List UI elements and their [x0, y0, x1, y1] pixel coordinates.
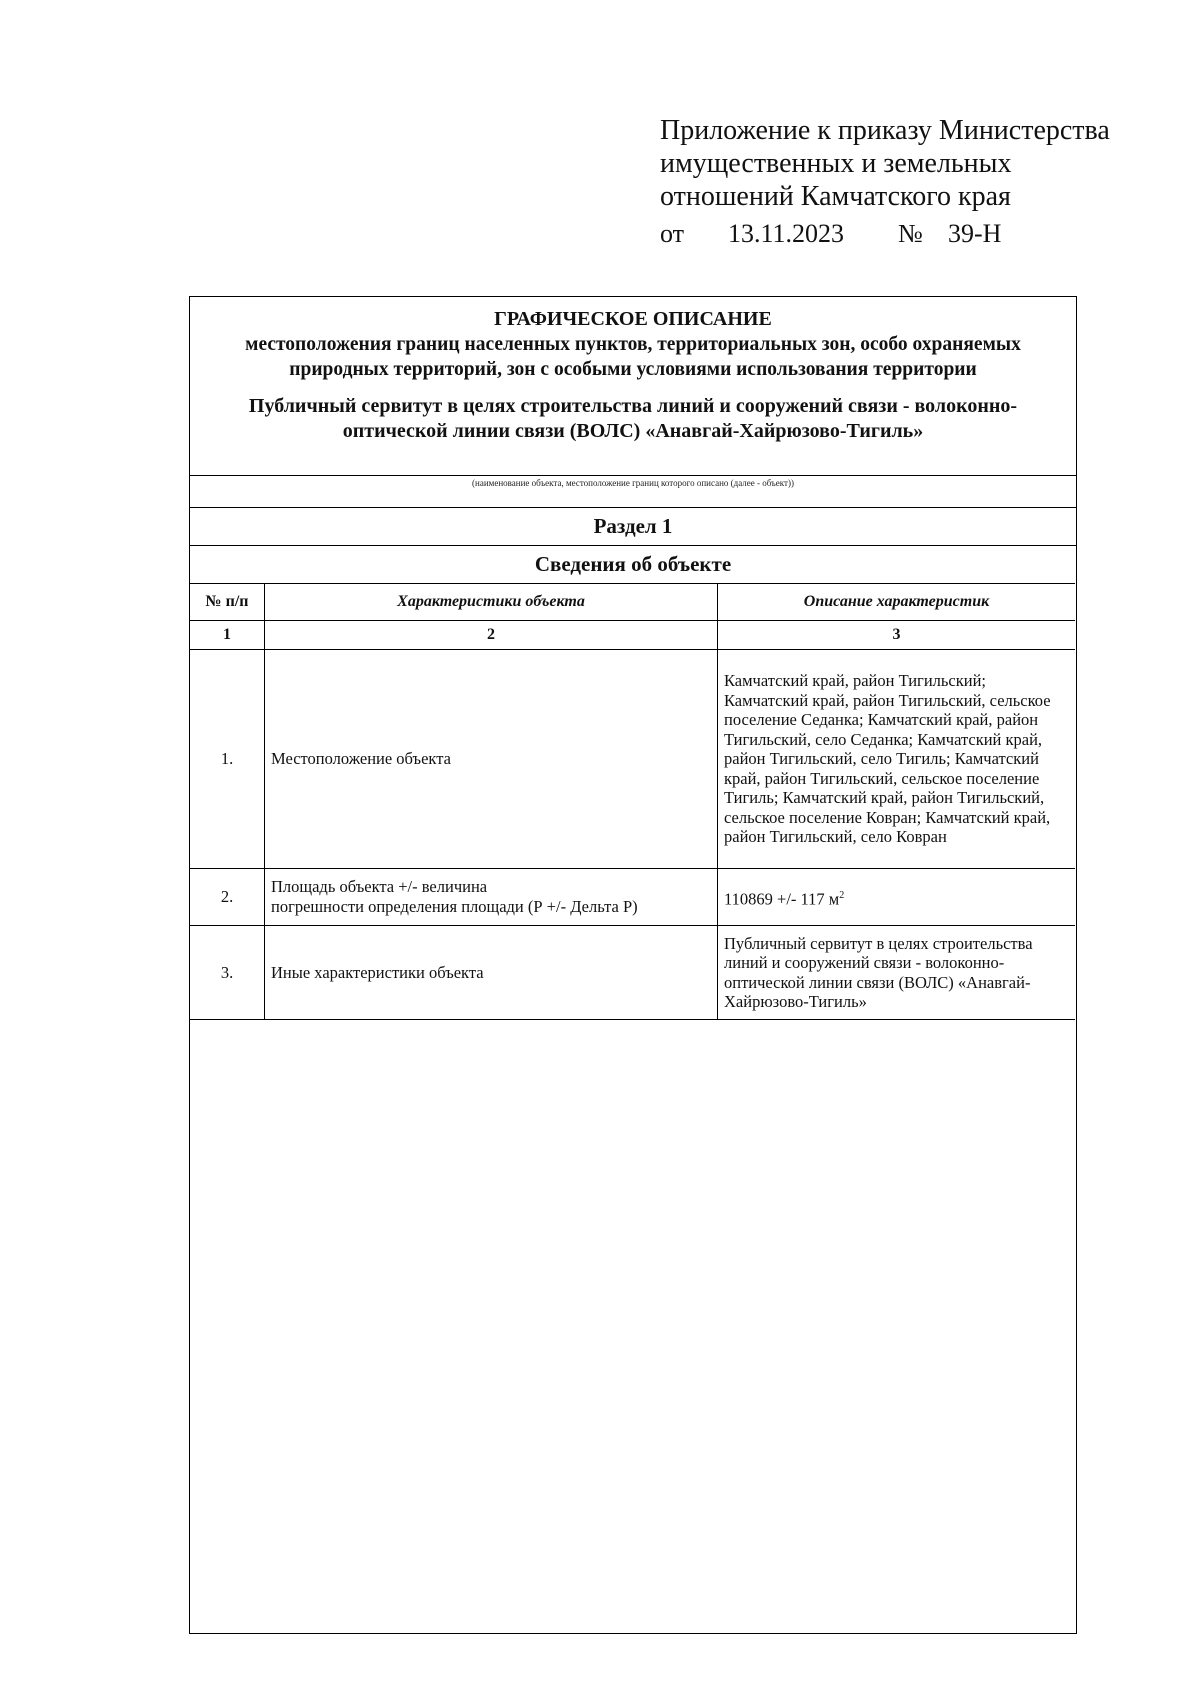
table-row	[190, 650, 1075, 869]
row-characteristic: Иные характеристики объекта	[265, 926, 718, 1020]
object-name: Публичный сервитут в целях строительства линий и сооружений связи - волоконно-оптической линии связи (ВОЛС) «Анавгай-Хайрюзово-Тигиль»	[248, 395, 1018, 442]
order-reference	[660, 217, 1180, 250]
order-date: 13.11.2023	[728, 219, 845, 248]
header-cell-number: № п/п	[190, 584, 265, 621]
row-number: 1.	[190, 650, 265, 869]
row-number: 3.	[190, 926, 265, 1020]
header-cell-description: Описание характеристик	[718, 584, 1076, 621]
row-description: Камчатский край, район Тигильский; Камчатский край, район Тигильский, сельское поселение Седанка; Камчатский край, район Тигильский, село Седанка; Камчатский край, район Тигильский, село Тигиль; Камчатский край, район Тигильский, сельское поселение Тигиль; Камчатский край, район Тигильский, сельское поселение Ковран; Камчатский край, район Тигильский, село Ковран	[718, 650, 1076, 869]
appendix-block	[660, 114, 1180, 250]
row-characteristic: Местоположение объекта	[265, 650, 718, 869]
column-number-3: 3	[718, 621, 1076, 650]
document-title: ГРАФИЧЕСКОЕ ОПИСАНИЕ	[494, 308, 772, 330]
row-characteristic-line-1: Площадь объекта +/- величина	[271, 877, 488, 896]
table-row	[190, 869, 1075, 926]
document-frame	[189, 296, 1077, 1634]
row-description: Публичный сервитут в целях строительства линий и сооружений связи - волоконно-оптической линии связи (ВОЛС) «Анавгай-Хайрюзово-Тигиль»	[718, 926, 1076, 1020]
header-divider	[190, 475, 1076, 476]
order-number: 39-Н	[948, 219, 1002, 248]
order-from-label: от	[660, 219, 685, 248]
header-cell-characteristic: Характеристики объекта	[265, 584, 718, 621]
column-number-row	[190, 621, 1075, 650]
column-number-1: 1	[190, 621, 265, 650]
appendix-line-1: Приложение к приказу Министерства	[660, 115, 1110, 146]
row-characteristic	[265, 869, 718, 926]
area-value: 110869 +/- 117 м	[724, 889, 840, 908]
object-info-table	[190, 583, 1075, 1020]
document-header	[190, 297, 1076, 444]
appendix-line-3: отношений Камчатского края	[660, 181, 1011, 212]
order-number-sign: №	[898, 219, 923, 248]
area-unit-superscript: 2	[839, 889, 845, 901]
row-characteristic-line-2: погрешности определения площади (Р +/- Дельта Р)	[271, 897, 638, 916]
section-title: Раздел 1	[190, 507, 1076, 545]
table-row	[190, 926, 1075, 1020]
section-subtitle: Сведения об объекте	[190, 545, 1076, 583]
column-number-2: 2	[265, 621, 718, 650]
appendix-line-2: имущественных и земельных	[660, 148, 1012, 179]
row-number: 2.	[190, 869, 265, 926]
row-description	[718, 869, 1076, 926]
object-name-hint: (наименование объекта, местоположение границ которого описано (далее - объект))	[472, 478, 794, 488]
table-header-row	[190, 584, 1075, 621]
document-subtitle: местоположения границ населенных пунктов, территориальных зон, особо охраняемых природных территорий, зон с особыми условиями использования территории	[245, 334, 1021, 380]
